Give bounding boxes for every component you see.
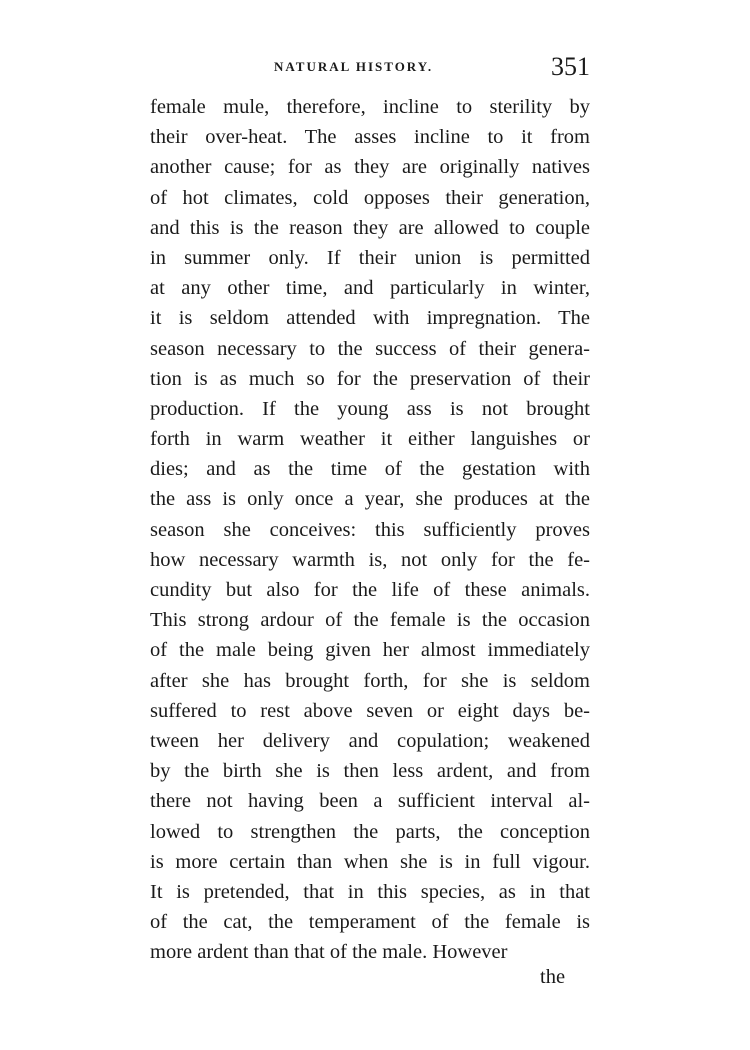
text-line: at any other time, and particularly in winter, (150, 277, 590, 300)
running-head (150, 50, 590, 86)
text-line: their over-heat. The asses incline to it from (150, 126, 590, 149)
text-line: the ass is only once a year, she produces at the (150, 488, 590, 511)
running-title: NATURAL HISTORY. (274, 59, 434, 74)
text-line: another cause; for as they are originally natives (150, 156, 590, 179)
page-number: 351 (551, 52, 590, 81)
text-line: tween her delivery and copulation; weakened (150, 729, 590, 752)
text-line: lowed to strengthen the parts, the conception (150, 820, 590, 843)
text-line: how necessary warmth is, not only for the fe- (150, 548, 590, 571)
text-line: This strong ardour of the female is the occasion (150, 609, 590, 632)
catchword: the (540, 966, 566, 988)
text-line: It is pretended, that in this species, as in that (150, 880, 590, 903)
text-line: by the birth she is then less ardent, and from (150, 760, 590, 783)
text-line: and this is the reason they are allowed to couple (150, 216, 590, 239)
text-line: tion is as much so for the preservation of their (150, 367, 590, 390)
text-line: after she has brought forth, for she is seldom (150, 669, 590, 692)
text-line: of the cat, the temperament of the female is (150, 911, 590, 934)
text-line: season she conceives: this sufficiently proves (150, 518, 590, 541)
text-line: female mule, therefore, incline to sterility by (150, 96, 590, 118)
text-line: there not having been a sufficient interval al- (150, 790, 590, 813)
text-line: dies; and as the time of the gestation with (150, 458, 590, 481)
text-line: of the male being given her almost immediately (150, 639, 590, 662)
text-line: it is seldom attended with impregnation. The (150, 307, 590, 330)
text-line: of hot climates, cold opposes their generation, (150, 186, 590, 209)
text-line: is more certain than when she is in full vigour. (150, 850, 590, 873)
text-line: in summer only. If their union is permitted (150, 246, 590, 269)
text-line: suffered to rest above seven or eight days be- (150, 699, 590, 722)
text-line: forth in warm weather it either languishes or (150, 428, 590, 451)
body-text (150, 92, 590, 967)
text-line: more ardent than that of the male. However (150, 941, 508, 964)
text-line: cundity but also for the life of these animals. (150, 579, 590, 601)
text-line: season necessary to the success of their genera- (150, 337, 590, 360)
text-line: production. If the young ass is not brought (150, 397, 590, 420)
